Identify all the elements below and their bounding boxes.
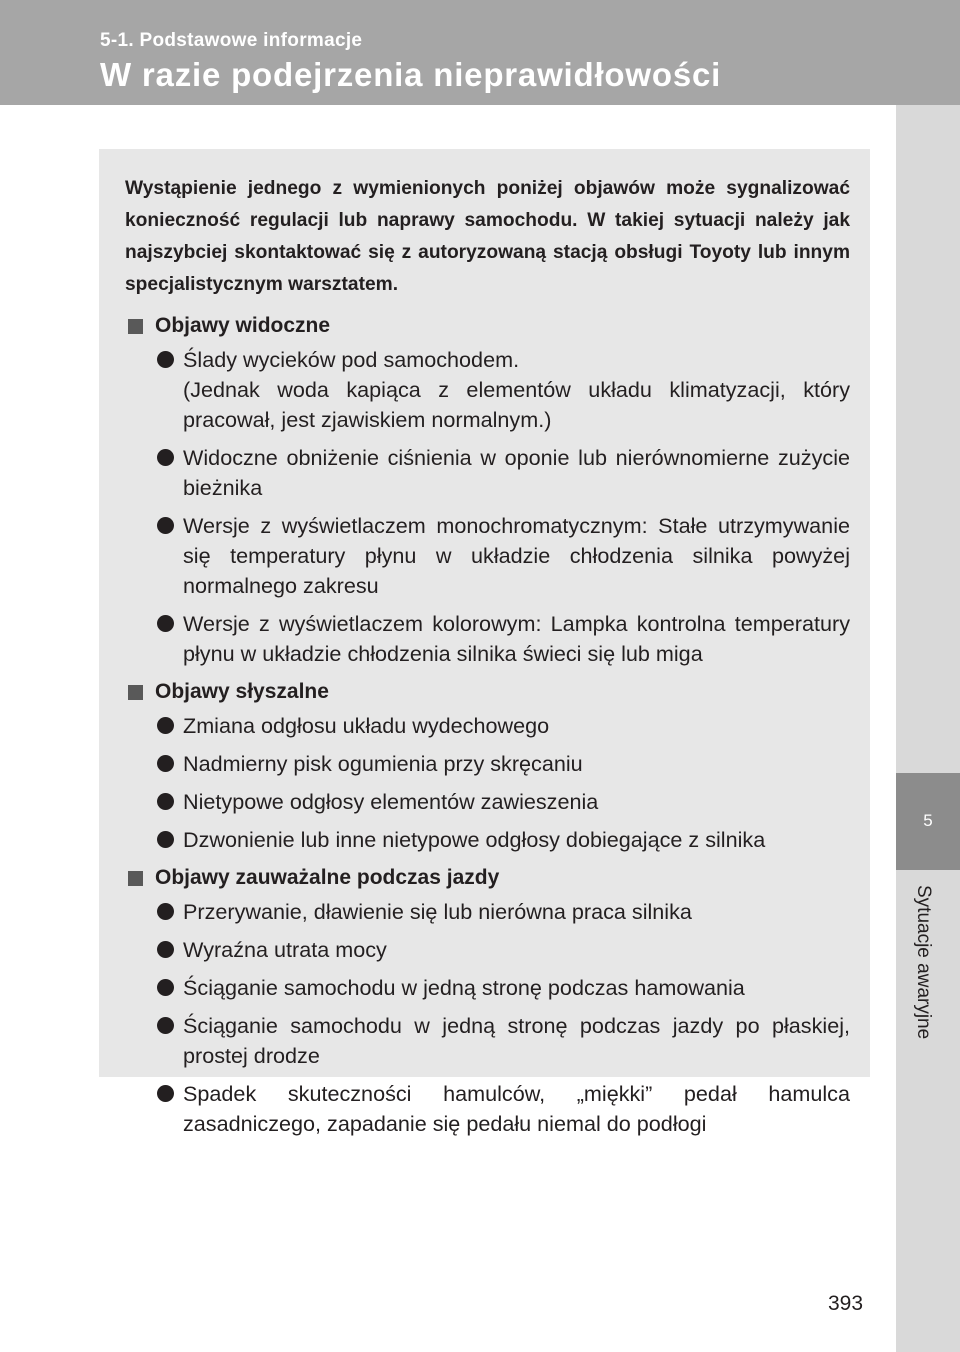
circle-bullet-icon <box>157 979 174 996</box>
list-item <box>157 897 850 927</box>
side-strip <box>896 105 960 1352</box>
list-item <box>157 825 850 855</box>
list-item-text: Dzwonienie lub inne nietypowe odgłosy dobiegające z silnika <box>183 827 766 852</box>
list-item-text: Przerywanie, dławienie się lub nierówna praca silnika <box>183 899 692 924</box>
circle-bullet-icon <box>157 755 174 772</box>
list-item <box>157 443 850 503</box>
section-heading-visible-symptoms <box>125 311 850 341</box>
circle-bullet-icon <box>157 517 174 534</box>
list-item-text: Ściąganie samochodu w jedną stronę podczas hamowania <box>183 975 745 1000</box>
visible-symptoms-list <box>125 345 850 669</box>
section-heading-audible-symptoms <box>125 677 850 707</box>
square-bullet-icon <box>128 319 143 334</box>
list-item <box>157 511 850 601</box>
list-item-text: Zmiana odgłosu układu wydechowego <box>183 713 550 738</box>
circle-bullet-icon <box>157 1085 174 1102</box>
chapter-name: Sytuacje awaryjne <box>913 885 934 1040</box>
list-item-text: Nadmierny pisk ogumienia przy skręcaniu <box>183 751 583 776</box>
page-title: W razie podejrzenia nieprawidłowości <box>100 56 722 93</box>
list-item-text: Ściąganie samochodu w jedną stronę podczas jazdy po płaskiej, prostej drodze <box>183 1013 850 1068</box>
list-item-text: Widoczne obniżenie ciśnienia w oponie lub nierównomierne zużycie bieżnika <box>183 445 850 500</box>
list-item-note: (Jednak woda kapiąca z elementów układu klimatyzacji, który pracował, jest zjawiskiem normalnym.) <box>183 377 850 432</box>
list-item <box>157 1079 850 1139</box>
list-item-text: Wersje z wyświetlaczem monochromatycznym: Stałe utrzymywanie się temperatury płynu w układzie chłodzenia silnika powyżej normalnego zakresu <box>183 513 850 598</box>
chapter-tab[interactable] <box>896 773 960 870</box>
circle-bullet-icon <box>157 351 174 368</box>
list-item <box>157 935 850 965</box>
audible-symptoms-list <box>125 711 850 855</box>
list-item <box>157 609 850 669</box>
list-item-text <box>183 345 850 435</box>
driving-symptoms-list <box>125 897 850 1139</box>
content-box <box>99 149 870 1136</box>
circle-bullet-icon <box>157 615 174 632</box>
circle-bullet-icon <box>157 1017 174 1034</box>
list-item <box>157 973 850 1003</box>
square-bullet-icon <box>128 871 143 886</box>
circle-bullet-icon <box>157 717 174 734</box>
list-item-text: Wersje z wyświetlaczem kolorowym: Lampka kontrolna temperatury płynu w układzie chłodzenia silnika świeci się lub miga <box>183 611 850 666</box>
square-bullet-icon <box>128 685 143 700</box>
list-item-text: Spadek skuteczności hamulców, „miękki” pedał hamulca zasadniczego, zapadanie się pedału niemal do podłogi <box>183 1081 850 1136</box>
list-item <box>157 345 850 435</box>
section-heading-label: Objawy widoczne <box>155 314 331 337</box>
list-item-text: Wyraźna utrata mocy <box>183 937 387 962</box>
list-item <box>157 749 850 779</box>
circle-bullet-icon <box>157 793 174 810</box>
list-item <box>157 787 850 817</box>
list-item <box>157 1011 850 1071</box>
section-heading-label: Objawy zauważalne podczas jazdy <box>155 866 500 889</box>
list-item <box>157 711 850 741</box>
section-label: 5-1. Podstawowe informacje <box>100 30 363 51</box>
circle-bullet-icon <box>157 449 174 466</box>
circle-bullet-icon <box>157 941 174 958</box>
circle-bullet-icon <box>157 903 174 920</box>
section-heading-label: Objawy słyszalne <box>155 680 329 703</box>
section-heading-driving-symptoms <box>125 863 850 893</box>
intro-paragraph: Wystąpienie jednego z wymienionych poniżej objawów może sygnalizować konieczność regulacji lub naprawy samochodu. W takiej sytuacji należy jak najszybciej skontaktować się z autoryzowaną stacją obsługi Toyoty lub innym specjalistycznym warsztatem. <box>125 178 850 295</box>
chapter-number: 5 <box>923 811 933 830</box>
page-number: 393 <box>828 1292 864 1315</box>
list-item-main: Ślady wycieków pod samochodem. <box>183 347 520 372</box>
list-item-text: Nietypowe odgłosy elementów zawieszenia <box>183 789 599 814</box>
circle-bullet-icon <box>157 831 174 848</box>
